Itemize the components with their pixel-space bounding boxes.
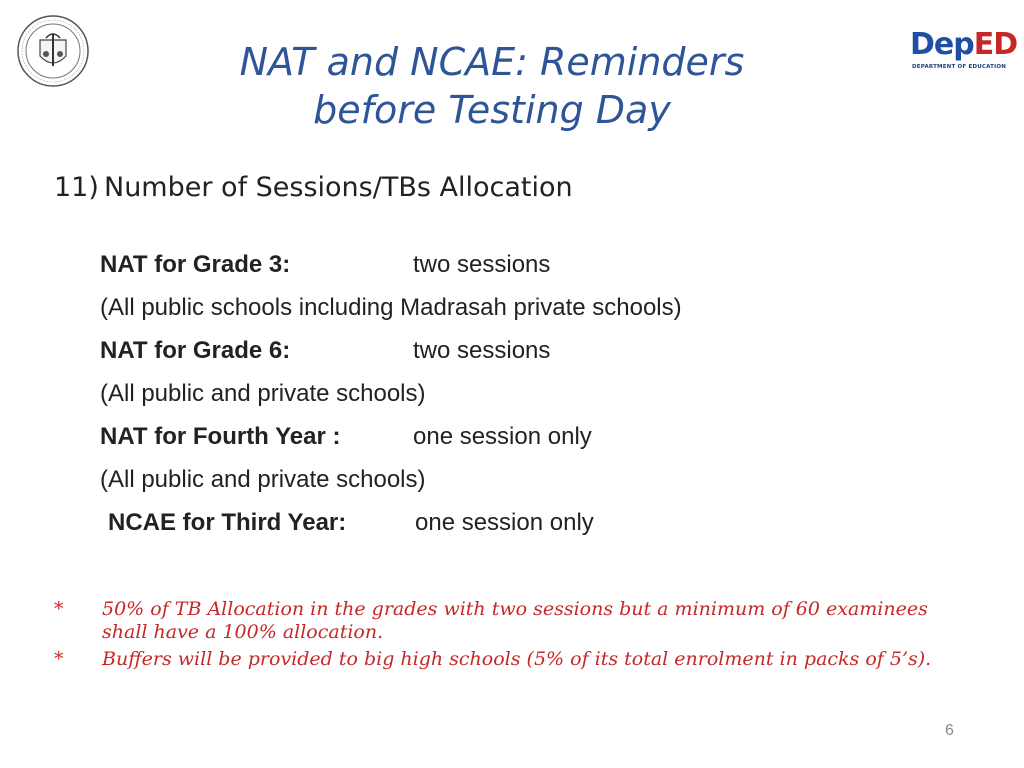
deped-wordmark-dep: Dep (910, 27, 974, 62)
section-number: 11) (54, 172, 99, 203)
allocation-label: NAT for Grade 3: (100, 251, 291, 278)
allocation-label: NAT for Fourth Year : (100, 423, 341, 450)
deped-subtitle: DEPARTMENT OF EDUCATION (912, 64, 1007, 70)
allocation-grade6 (100, 337, 551, 365)
slide-title-line1: NAT and NCAE: Reminders (239, 40, 745, 84)
footnote-marker: * (54, 598, 64, 620)
allocation-value: one session only (415, 509, 594, 536)
allocation-value: one session only (413, 423, 592, 450)
allocation-label: NCAE for Third Year: (108, 509, 347, 536)
section-heading-text: Number of Sessions/TBs Allocation (104, 172, 573, 203)
page-number: 6 (945, 722, 954, 739)
allocation-fourth-year-note: (All public and private schools) (100, 466, 426, 493)
allocation-grade6-note: (All public and private schools) (100, 380, 426, 407)
footnotes (54, 598, 934, 675)
deped-wordmark-ed: ED (973, 27, 1018, 62)
allocation-value: two sessions (413, 337, 551, 364)
allocation-ncae-third-year (108, 509, 594, 537)
slide-title (0, 38, 984, 134)
footnote-marker: * (54, 648, 64, 670)
allocation-value: two sessions (413, 251, 551, 278)
section-heading (54, 172, 573, 203)
footnote-item (54, 648, 934, 671)
allocation-label: NAT for Grade 6: (100, 337, 291, 364)
footnote-item (54, 598, 934, 644)
allocation-grade3 (100, 251, 551, 279)
allocation-fourth-year (100, 423, 592, 451)
footnote-text: 50% of TB Allocation in the grades with two sessions but a minimum of 60 examinees shall have a 100% allocation. (102, 598, 928, 643)
slide-title-line2: before Testing Day (313, 88, 671, 132)
footnote-text: Buffers will be provided to big high schools (5% of its total enrolment in packs of 5’s). (102, 648, 932, 670)
allocation-grade3-note: (All public schools including Madrasah private schools) (100, 294, 682, 321)
